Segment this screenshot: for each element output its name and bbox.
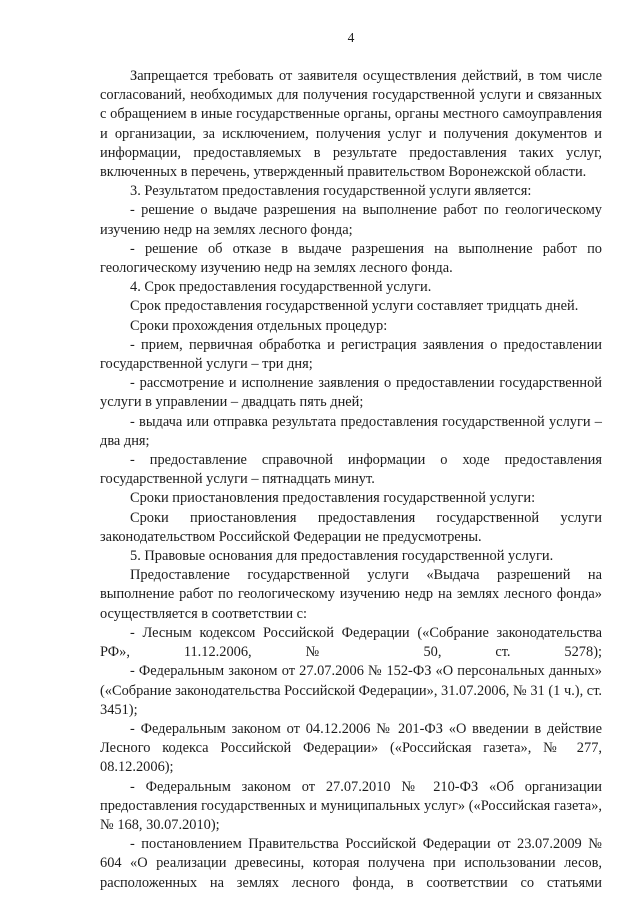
list-item-forest-code: - Лесным кодексом Российской Федерации («Собрание законодательства РФ», 11.12.2006, № 50, ст. 5278);	[100, 624, 602, 661]
paragraph-suspension-terms: Сроки приостановления предоставления государственной услуги:	[130, 490, 536, 507]
list-item-law-201: - Федеральным законом от 04.12.2006 № 201-ФЗ «О введении в действие Лесного кодекса Российской Федерации» («Российская газета», № 277, 08.12.2006);	[100, 720, 602, 776]
list-item-law-152: - Федеральным законом от 27.07.2006 № 152-ФЗ «О персональных данных» («Собрание законодательства Российской Федерации», 31.07.2006, № 31 (1 ч.), ст. 3451);	[100, 663, 602, 718]
list-item-law-210: - Федеральным законом от 27.07.2010 № 210-ФЗ «Об организации предоставления государственных и муниципальных услуг» («Российская газета», № 168, 30.07.2010);	[100, 778, 602, 833]
list-item-review: - рассмотрение и исполнение заявления о предоставлении государственной услуги в управлении – двадцать пять дней;	[100, 375, 602, 411]
list-item-reference-info: - предоставление справочной информации о ходе предоставления государственной услуги – пятнадцать минут.	[100, 452, 602, 488]
paragraph-term-total: Срок предоставления государственной услуги составляет тридцать дней.	[130, 298, 579, 315]
list-item-permit-decision: - решение о выдаче разрешения на выполнение работ по геологическому изучению недр на землях лесного фонда;	[100, 202, 602, 238]
heading-term: 4. Срок предоставления государственной услуги.	[130, 279, 432, 296]
page-number: 4	[347, 30, 355, 45]
list-item-issuance: - выдача или отправка результата предоставления государственной услуги – два дня;	[100, 413, 602, 449]
paragraph-procedure-terms: Сроки прохождения отдельных процедур:	[130, 317, 388, 334]
list-item-reception: - прием, первичная обработка и регистрация заявления о предоставлении государственной услуги – три дня;	[100, 336, 602, 373]
heading-legal-basis: 5. Правовые основания для предоставления государственной услуги.	[130, 548, 554, 565]
list-item-decree-604: - постановлением Правительства Российской Федерации от 23.07.2009 № 604 «О реализации древесины, которая получена при использовании лесов, расположенных на землях лесного фонда, в соответствии со статьями	[100, 836, 602, 891]
paragraph-legal-basis-intro: Предоставление государственной услуги «Выдача разрешений на выполнение работ по геологическому изучению недр на землях лесного фонда» осуществляется в соответствии с:	[100, 567, 602, 622]
paragraph-prohibition: Запрещается требовать от заявителя осуществления действий, в том числе согласований, необходимых для получения государственной услуги и связанных с обращением в иные государственные органы, органы местного самоуправления и организации, за исключением, получения услуг и получения документов и информации, предоставляемых в результате предоставления таких услуг, включенных в перечень, утвержденный правительством Воронежской области.	[100, 68, 602, 181]
list-item-refusal-decision: - решение об отказе в выдаче разрешения на выполнение работ по геологическому изучению недр на землях лесного фонда.	[100, 240, 602, 277]
paragraph-suspension-none: Сроки приостановления предоставления государственной услуги законодательством Российской Федерации не предусмотрены.	[100, 509, 602, 545]
heading-result: 3. Результатом предоставления государственной услуги является:	[130, 183, 532, 200]
